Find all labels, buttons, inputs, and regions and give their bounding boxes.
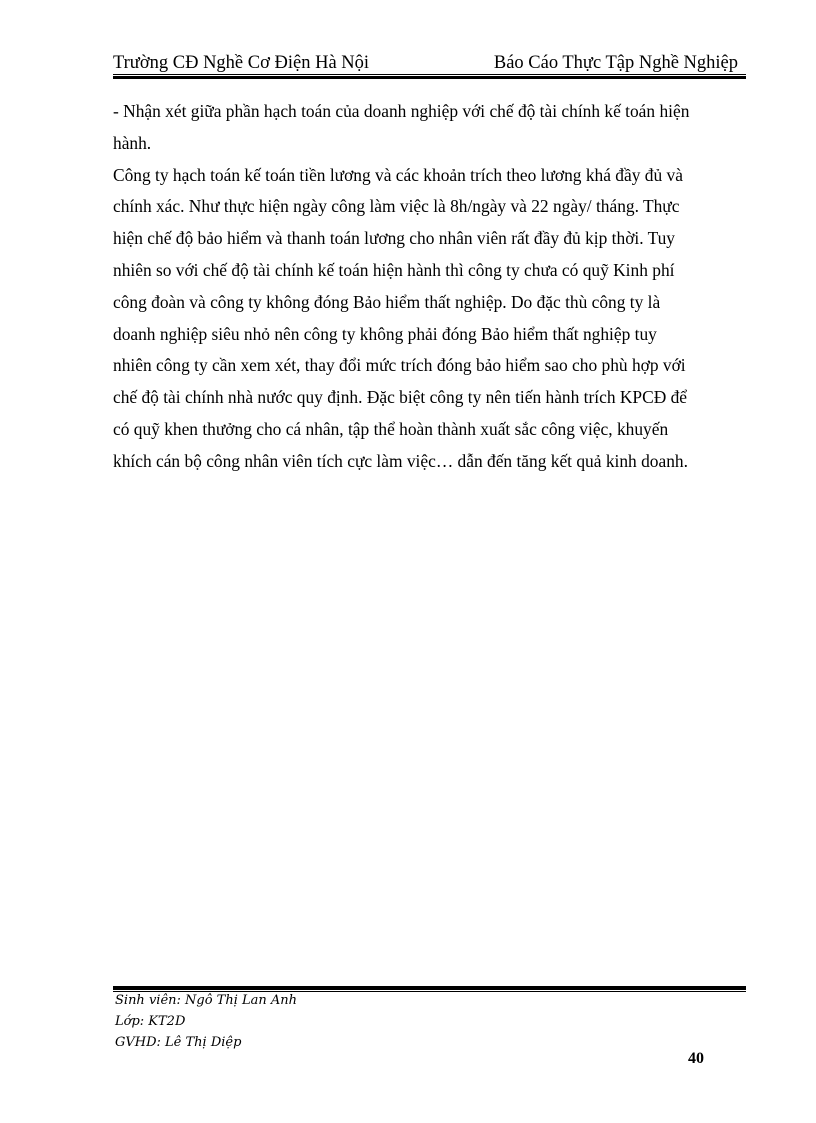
text-line: hiện chế độ bảo hiểm và thanh toán lương cho nhân viên rất đầy đủ kịp thời. Tuy bbox=[113, 228, 676, 249]
text-line: chế độ tài chính nhà nước quy định. Đặc biệt công ty nên tiến hành trích KPCĐ để bbox=[113, 387, 688, 408]
section-heading bbox=[113, 96, 743, 160]
text-line: nhiên công ty cần xem xét, thay đổi mức trích đóng bảo hiểm sao cho phù hợp với bbox=[113, 355, 686, 376]
report-title: Báo Cáo Thực Tập Nghề Nghiệp bbox=[493, 53, 738, 73]
text-line: công đoàn và công ty không đóng Bảo hiểm thất nghiệp. Do đặc thù công ty là bbox=[113, 291, 661, 312]
supervisor-name: GVHD: Lê Thị Diệp bbox=[115, 1035, 242, 1050]
text-line: doanh nghiệp siêu nhỏ nên công ty không phải đóng Bảo hiểm thất nghiệp tuy bbox=[113, 323, 657, 344]
class-name: Lớp: KT2D bbox=[115, 1014, 186, 1029]
text-line: - Nhận xét giữa phần hạch toán của doanh nghiệp với chế độ tài chính kế toán hiện bbox=[113, 101, 690, 121]
text-line: nhiên so với chế độ tài chính kế toán hiện hành thì công ty chưa có quỹ Kinh phí bbox=[113, 259, 675, 280]
text-line: có quỹ khen thưởng cho cá nhân, tập thể hoàn thành xuất sắc công việc, khuyến bbox=[113, 418, 669, 439]
header-divider-thick bbox=[113, 76, 746, 79]
header-divider-thin bbox=[113, 74, 746, 75]
text-line: khích cán bộ công nhân viên tích cực làm việc… dẫn đến tăng kết quả kinh doanh. bbox=[113, 450, 688, 471]
body-paragraph bbox=[113, 160, 743, 478]
page-header bbox=[113, 52, 738, 74]
text-line: Công ty hạch toán kế toán tiền lương và các khoản trích theo lương khá đầy đủ và bbox=[113, 164, 683, 185]
document-body bbox=[113, 96, 743, 478]
footer-info bbox=[115, 990, 297, 1053]
text-line: hành. bbox=[113, 132, 152, 153]
page-number: 40 bbox=[688, 1050, 704, 1067]
text-line: chính xác. Như thực hiện ngày công làm việc là 8h/ngày và 22 ngày/ tháng. Thực bbox=[113, 196, 680, 217]
school-name: Trường CĐ Nghề Cơ Điện Hà Nội bbox=[113, 53, 370, 73]
student-name: Sinh viên: Ngô Thị Lan Anh bbox=[115, 993, 298, 1008]
